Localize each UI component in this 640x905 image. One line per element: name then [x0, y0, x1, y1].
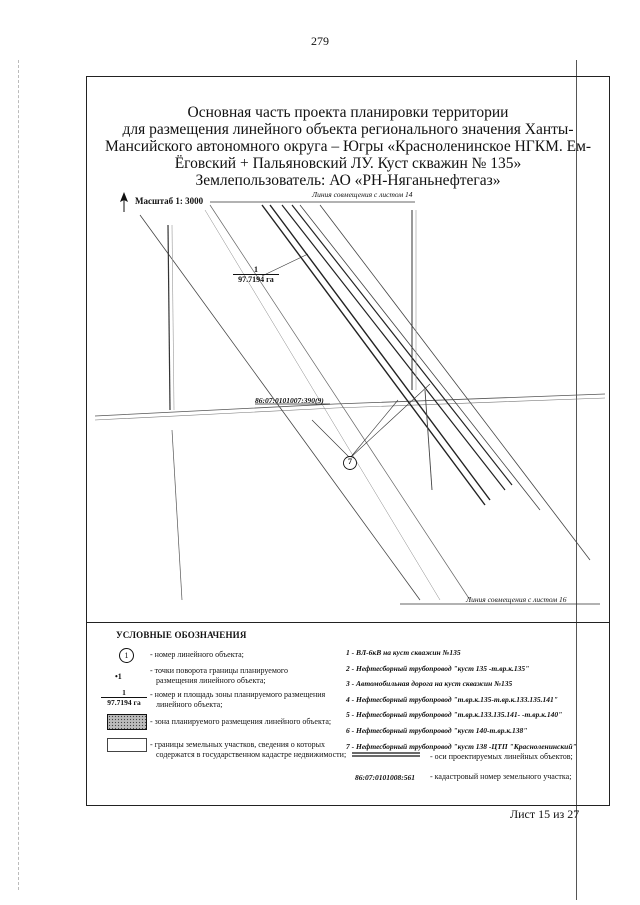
legend-text-zone-number-line1: - номер и площадь зоны планируемого размещения	[150, 690, 326, 699]
cadastral-boundary-line	[95, 394, 605, 416]
title-line-5: Землепользователь: АО «РН-Няганьнефтегаз»	[195, 172, 501, 189]
pipeline-corridor	[262, 205, 485, 505]
title-line-3: Мансийского автономного округа – Югры «Красноленинское НГКМ. Ем-	[104, 138, 592, 155]
object-item-5: 5 - Нефтесборный трубопровод "т.вр.к.133.135.141- -т.вр.к.140"	[346, 710, 563, 720]
legend-text-points-line1: - точки поворота границы планируемого	[150, 666, 289, 675]
legend-text-zone-number	[150, 690, 325, 710]
legend-text-object-number: - номер линейного объекта;	[150, 650, 244, 659]
legend-text-land-boundary-line2: содержатся в государственном кадастре недвижимости;	[156, 750, 347, 759]
vertical-boundary-1	[168, 225, 170, 410]
legend-text-land-boundary	[150, 740, 346, 760]
legend-text-land-boundary-line1: - границы земельных участков, сведения о которых	[150, 740, 325, 749]
legend-symbol-cadastral: 86:07:0101008:561	[355, 773, 415, 782]
legend-divider	[86, 622, 610, 623]
object-item-2: 2 - Нефтесборный трубопровод "куст 135 -т.вр.к.135"	[346, 663, 530, 673]
north-arrow-icon	[120, 192, 128, 212]
legend-text-axes: - оси проектируемых линейных объектов;	[430, 752, 573, 761]
zone-boundary-left	[140, 215, 420, 600]
legend-symbol-zone-fill	[107, 714, 147, 730]
cadastral-number-label: 86:07:0101007:390(9)	[255, 396, 324, 405]
title-line-4: Ёговский + Пальяновский ЛУ. Куст скважин № 135»	[174, 155, 522, 172]
top-match-label: Линия совмещения с листом 14	[312, 190, 413, 199]
legend-text-points-line2: размещения линейного объекта;	[156, 676, 266, 685]
legend-symbol-land-boundary	[107, 738, 147, 752]
page-number: 279	[311, 34, 329, 48]
object-item-7: 7 - Нефтесборный трубопровод "куст 138 -ЦТП "Красноленинский"	[346, 741, 577, 751]
object-item-1: 1 - ВЛ-6кВ на куст скважин №135	[346, 648, 461, 657]
zone-area: 97.7194 га	[238, 275, 274, 284]
sheet-label: Лист 15 из 27	[510, 807, 580, 821]
scale-label: Масштаб 1: 3000	[135, 196, 204, 206]
object-item-6: 6 - Нефтесборный трубопровод "куст 140-т.вр.к.138"	[346, 725, 528, 735]
zone-label	[233, 265, 279, 284]
title-line-1: Основная часть проекта планировки территории	[187, 104, 509, 121]
legend-symbol-zone-number: 1	[101, 688, 147, 698]
object-marker-number: 7	[348, 457, 352, 466]
object-list	[346, 645, 577, 754]
legend-symbol-point: •1	[115, 672, 122, 681]
title-line-2: для размещения линейного объекта регионального значения Ханты-	[122, 121, 574, 138]
legend-heading: УСЛОВНЫЕ ОБОЗНАЧЕНИЯ	[116, 630, 247, 640]
bottom-match-label: Линия совмещения с листом 16	[466, 595, 567, 604]
legend-text-zone-number-line2: линейного объекта;	[156, 700, 223, 709]
zone-number: 1	[233, 265, 279, 275]
legend-symbol-axes	[350, 750, 422, 760]
legend-text-cadastral: - кадастровый номер земельного участка;	[430, 772, 572, 781]
legend-text-zone-area: - зона планируемого размещения линейного объекта;	[150, 717, 332, 726]
object-item-4: 4 - Нефтесборный трубопровод "т.вр.к.135-т.вр.к.133.135.141"	[346, 694, 558, 704]
legend-symbol-zone-label	[101, 688, 147, 707]
legend-symbol-zone-area: 97.7194 га	[107, 698, 141, 707]
legend-text-points	[150, 666, 288, 686]
legend-symbol-circle: 1	[119, 648, 134, 663]
object-item-3: 3 - Автомобильная дорога на куст скважин №135	[346, 679, 513, 689]
